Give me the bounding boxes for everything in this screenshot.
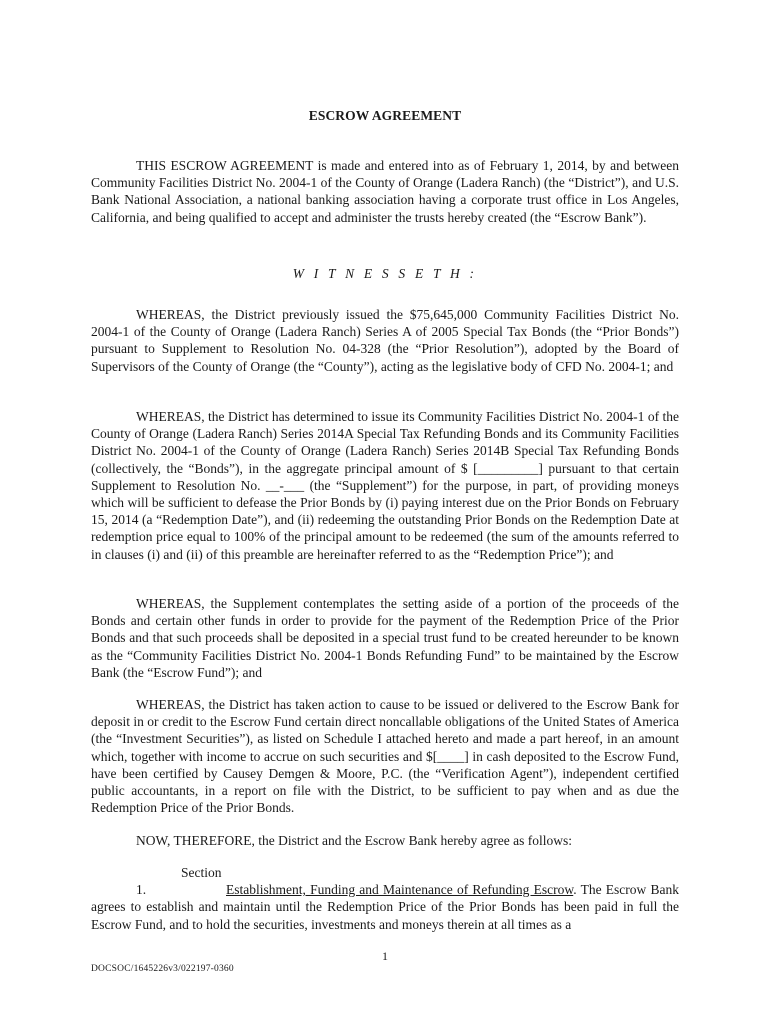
whereas-paragraph-3: WHEREAS, the Supplement contemplates the setting aside of a portion of the proceeds of the Bonds and certain other funds in order to provide for the payment of the Redemption Price of the Prior Bonds and that such proceeds shall be deposited in a special trust fund to be created hereunder to be known as the “Community Facilities District No. 2004-1 Bonds Refunding Fund” to be maintained by the Escrow Bank (the “Escrow Fund”); and xyxy=(91,596,679,680)
section-1-paragraph xyxy=(91,864,679,933)
witnesseth-heading: W I T N E S S E T H : xyxy=(292,266,478,281)
now-therefore-paragraph: NOW, THEREFORE, the District and the Escrow Bank hereby agree as follows: xyxy=(136,833,573,848)
document-title: ESCROW AGREEMENT xyxy=(308,108,462,123)
page-number: 1 xyxy=(382,949,388,963)
whereas-paragraph-1: WHEREAS, the District previously issued the $75,645,000 Community Facilities District No. 2004-1 of the County of Orange (Ladera Ranch) Series A of 2005 Special Tax Bonds (the “Prior Bonds”) pursuant to Supplement to Resolution No. 04-328 (the “Prior Resolution”), adopted by the Board of Supervisors of the County of Orange (the “County”), acting as the legislative body of CFD No. 2004-1; and xyxy=(91,307,679,374)
section-1-number: Section 1. xyxy=(136,865,222,898)
section-1-text: . The Escrow Bank agrees to establish and maintain until the Redemption Price of the Prior Bonds has been paid in full the Escrow Fund, and to hold the securities, investments and moneys therein at all times as a xyxy=(91,882,679,932)
section-1-heading: Establishment, Funding and Maintenance of Refunding Escrow xyxy=(226,882,574,898)
whereas-paragraph-4: WHEREAS, the District has taken action to cause to be issued or delivered to the Escrow Bank for deposit in or credit to the Escrow Fund certain direct noncallable obligations of the United States of America (the “Investment Securities”), as listed on Schedule I attached hereto and made a part hereof, in an amount which, together with income to accrue on such securities and $[____] in cash deposited to the Escrow Fund, have been certified by Causey Demgen & Moore, P.C. (the “Verification Agent”), independent certified public accountants, in a report on file with the District, to be sufficient to pay when and as due the Redemption Price of the Prior Bonds. xyxy=(91,697,679,816)
whereas-paragraph-2: WHEREAS, the District has determined to issue its Community Facilities District No. 2004-1 of the County of Orange (Ladera Ranch) Series 2014A Special Tax Refunding Bonds and its Community Facilities District No. 2004-1 of the County of Orange (Ladera Ranch) Series 2014B Special Tax Refunding Bonds (collectively, the “Bonds”), in the aggregate principal amount of $ [_________] pursuant to that certain Supplement to Resolution No. __-___ (the “Supplement”) for the purpose, in part, of providing moneys which will be sufficient to defease the Prior Bonds by (i) paying interest due on the Prior Bonds on February 15, 2014 (a “Redemption Date”), and (ii) redeeming the outstanding Prior Bonds on the Redemption Date at redemption price equal to 100% of the principal amount to be redeemed (the sum of the amounts referred to in clauses (i) and (ii) of this preamble are hereinafter referred to as the “Redemption Price”); and xyxy=(91,409,679,562)
intro-paragraph: THIS ESCROW AGREEMENT is made and entered into as of February 1, 2014, by and between Community Facilities District No. 2004-1 of the County of Orange (Ladera Ranch) (the “District”), and U.S. Bank National Association, a national banking association having a corporate trust office in Los Angeles, California, and being qualified to accept and administer the trusts hereby created (the “Escrow Bank”). xyxy=(91,158,679,225)
document-id-footer: DOCSOC/1645226v3/022197-0360 xyxy=(91,964,234,974)
